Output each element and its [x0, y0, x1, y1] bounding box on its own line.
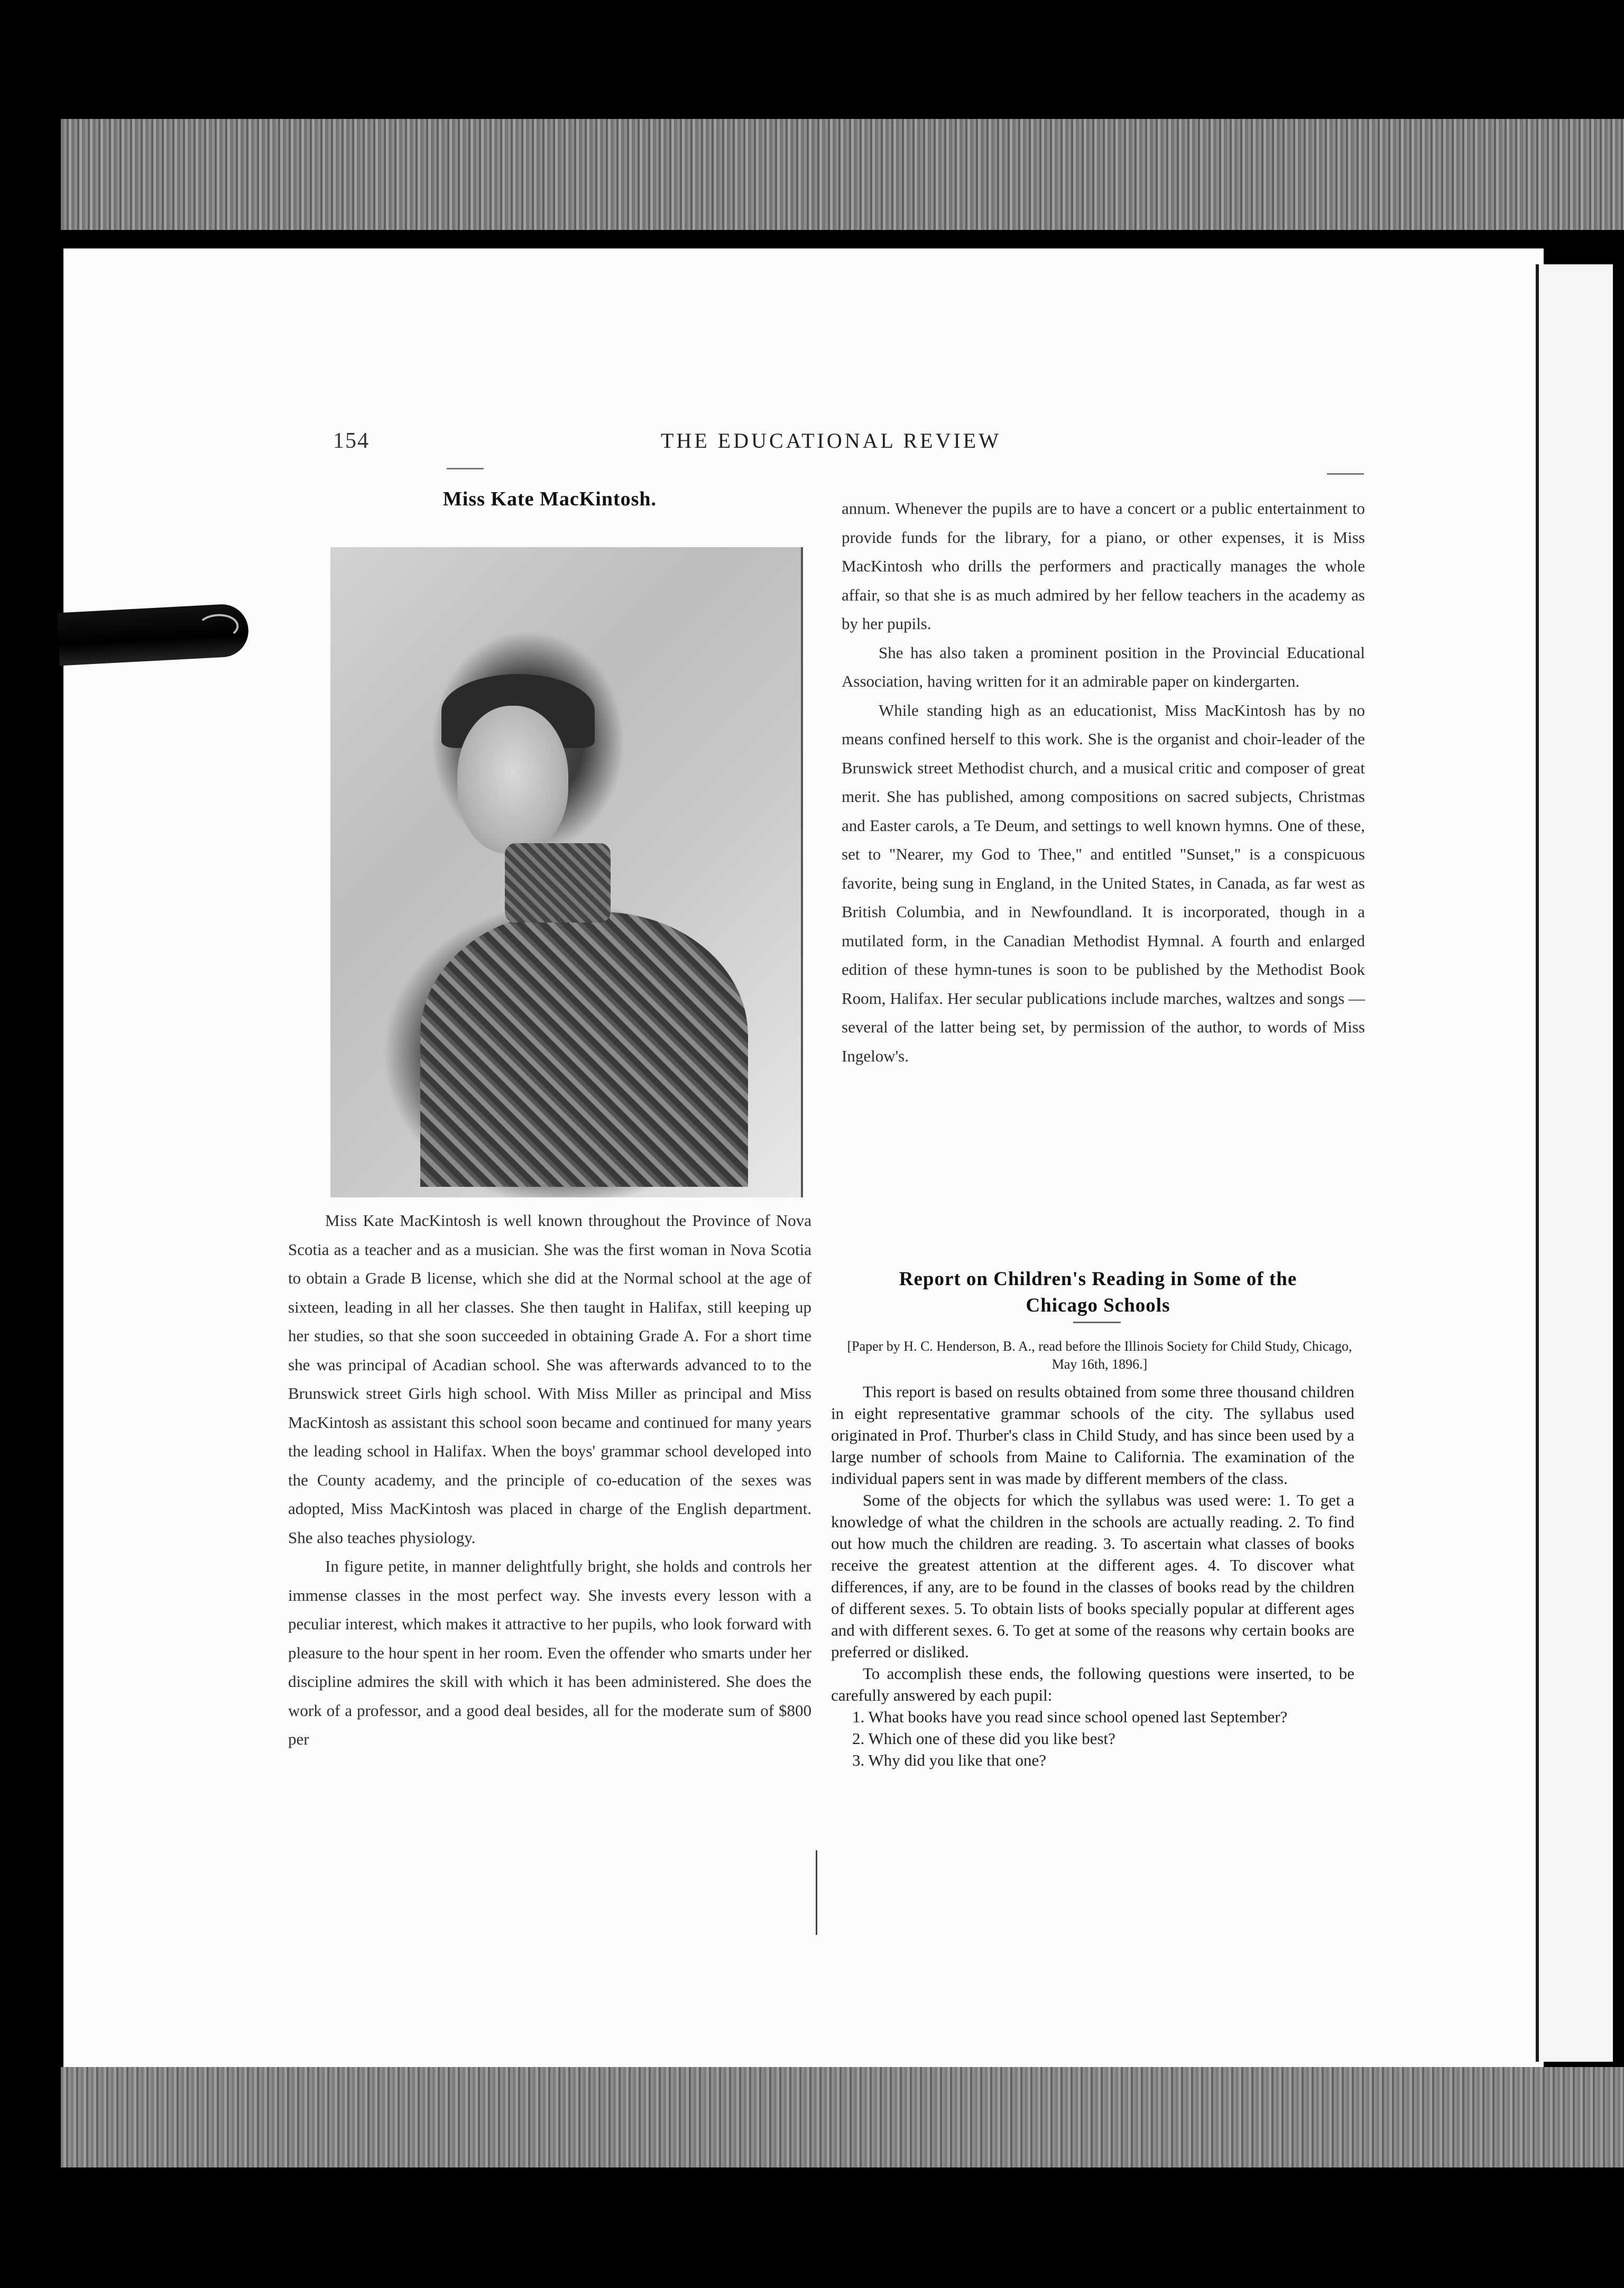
journal-title: THE EDUCATIONAL REVIEW	[661, 429, 1001, 453]
report-text	[831, 1381, 1354, 1771]
page-number: 154	[333, 429, 370, 453]
scan-margin-top	[61, 119, 1624, 230]
header-rule-right	[1327, 473, 1364, 475]
right-column-text	[842, 494, 1365, 1071]
report-title-line: Chicago Schools	[1026, 1295, 1170, 1316]
paragraph: She has also taken a prominent position in the Provincial Educational Association, having written for it an admirable paper on kindergarten.	[842, 643, 1365, 690]
scan-margin-bottom	[61, 2067, 1624, 2167]
paragraph: To accomplish these ends, the following questions were inserted, to be carefully answered by each pupil:	[831, 1664, 1354, 1704]
paragraph: In figure petite, in manner delightfully bright, she holds and controls her immense classes in the most perfect way. She invests every lesson with a peculiar interest, which makes it attractive to her pupils, who look forward with pleasure to the hour spent in her room. Even the offender who smarts under her discipline admires the skill with which it has been administered. She does the work of a professor, and a good deal besides, all for the moderate sum of $800 per	[288, 1557, 811, 1748]
article-title: Miss Kate MacKintosh.	[442, 488, 657, 510]
left-column-text	[288, 1206, 811, 1754]
question-item: 3. Why did you like that one?	[852, 1751, 1047, 1769]
report-byline: [Paper by H. C. Henderson, B. A., read before the Illinois Society for Child Study, Chicago, May 16th, 1896.]	[847, 1339, 1352, 1372]
running-head	[0, 428, 1624, 460]
paragraph: Miss Kate MacKintosh is well known throughout the Province of Nova Scotia as a teacher and as a musician. She was the first woman in Nova Scotia to obtain a Grade B license, which she did at the Normal school at the age of sixteen, leading in all her classes. She then taught in Halifax, still keeping up her studies, so that she soon succeeded in obtaining Grade A. For a short time she was principal of Acadian school. She was afterwards advanced to to the Brunswick street Girls high school. With Miss Miller as principal and Miss MacKintosh as assistant this school soon became and continued for many years the leading school in Halifax. When the boys' grammar school developed into the County academy, and the principle of co-education of the sexes was adopted, Miss MacKintosh was placed in charge of the English department. She also teaches physiology.	[288, 1211, 811, 1547]
question-item: 2. Which one of these did you like best?	[852, 1729, 1115, 1748]
pen-tip	[197, 613, 239, 641]
portrait-collar	[505, 843, 611, 922]
paragraph: This report is based on results obtained from some three thousand children in eight representative grammar schools of the city. The syllabus used originated in Prof. Thurber's class in Child Study, and has since been used by a large number of schools from Maine to California. The examination of the individual papers sent in was made by different members of the class.	[831, 1382, 1354, 1488]
column-rule	[816, 1850, 817, 1935]
paragraph: Some of the objects for which the syllabus was used were: 1. To get a knowledge of what the children in the schools are actually reading. 2. To find out how much the children are reading. 3. To ascertain what classes of books receive the greatest attention at the different ages. 4. To discover what differences, if any, are to be found in the classes of books read by the children of different sexes. 5. To obtain lists of books specially popular at different ages and with different sexes. 6. To get at some of the reasons why certain books are preferred or disliked.	[831, 1491, 1354, 1661]
header-rule-left	[447, 468, 484, 469]
report-title-line: Report on Children's Reading in Some of the	[899, 1268, 1297, 1290]
portrait-dress	[420, 912, 748, 1187]
paragraph: While standing high as an educationist, Miss MacKintosh has by no means confined herself to this work. She is the organist and choir-leader of the Brunswick street Methodist church, and a musical critic and composer of great merit. She has published, among compositions on sacred subjects, Christmas and Easter carols, a Te Deum, and settings to well known hymns. One of these, set to "Nearer, my God to Thee," and entitled "Sunset," is a conspicuous favorite, being sung in England, in the United States, in Canada, as far west as British Columbia, and in Newfoundland. It is incorporated, though in a mutilated form, in the Canadian Methodist Hymnal. A fourth and enlarged edition of these hymn-tunes is soon to be published by the Methodist Book Room, Halifax. Her secular publications include marches, waltzes and songs — several of the latter being set, by permission of the author, to words of Miss Ingelow's.	[842, 700, 1365, 1065]
report-title	[831, 1266, 1365, 1319]
paragraph: annum. Whenever the pupils are to have a concert or a public entertainment to provide funds for the library, for a piano, or other expenses, it is Miss MacKintosh who drills the performers and practically manages the whole affair, so that she is as much admired by her fellow teachers in the academy as by her pupils.	[842, 499, 1365, 633]
report-rule	[1073, 1322, 1121, 1323]
question-item: 1. What books have you read since school opened last September?	[852, 1708, 1288, 1726]
portrait-face	[457, 706, 568, 854]
pen-object	[57, 603, 250, 666]
adjacent-page-edge	[1536, 264, 1613, 2062]
portrait-photo	[330, 547, 803, 1197]
